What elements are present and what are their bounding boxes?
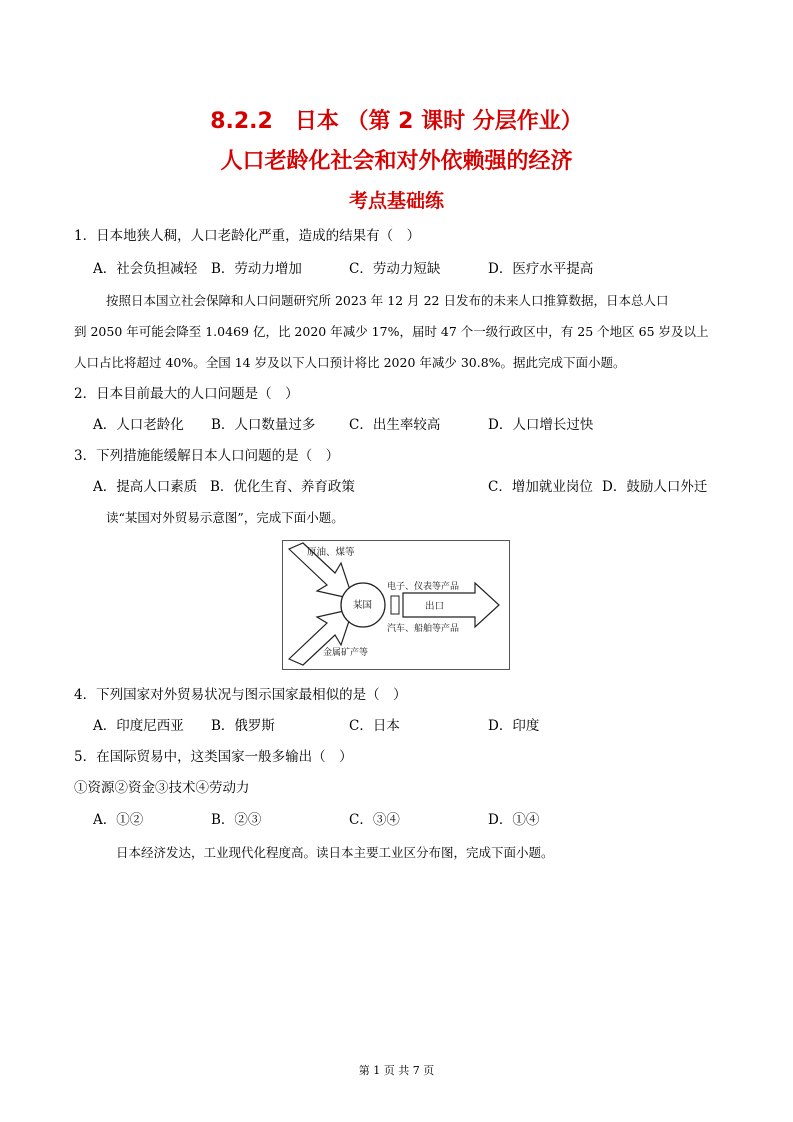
- question-5-items: ①资源②资金③技术④劳动力: [74, 780, 250, 796]
- q2-option-c: C．出生率较高: [349, 417, 441, 433]
- label-metal-ores: 金属矿产等: [323, 648, 369, 658]
- q1-option-b: B．劳动力增加: [211, 261, 302, 277]
- q4-option-b: B．俄罗斯: [211, 718, 275, 734]
- q4-option-c: C．日本: [349, 718, 400, 734]
- title-lesson: 8.2.2 日本 （第 2 课时 分层作业）: [210, 109, 583, 134]
- q3-option-d: D．鼓励人口外迁: [602, 479, 708, 495]
- passage-1-line-1: 按照日本国立社会保障和人口问题研究所 2023 年 12 月 22 日发布的未来人口推算数据，日本总人口: [106, 293, 669, 308]
- label-crude-oil: 原油、煤等: [307, 547, 355, 558]
- label-country: 某国: [353, 600, 373, 611]
- label-electronics: 电子、仪表等产品: [387, 582, 460, 592]
- q5-option-c: C．③④: [349, 812, 400, 828]
- q3-option-a: A．提高人口素质: [93, 479, 198, 495]
- q4-option-d: D．印度: [488, 718, 540, 734]
- q2-option-a: A．人口老龄化: [93, 417, 184, 433]
- q1-option-c: C．劳动力短缺: [349, 261, 441, 277]
- q1-option-a: A．社会负担减轻: [93, 261, 198, 277]
- question-4-stem: 4．下列国家对外贸易状况与图示国家最相似的是（ ）: [74, 687, 407, 703]
- q1-option-d: D．医疗水平提高: [488, 261, 594, 277]
- passage-3: 日本经济发达，工业现代化程度高。读日本主要工业区分布图，完成下面小题。: [116, 845, 554, 860]
- q4-option-a: A．印度尼西亚: [93, 718, 184, 734]
- question-2-stem: 2．日本目前最大的人口问题是（ ）: [74, 386, 299, 402]
- trade-diagram-svg: [283, 541, 509, 669]
- passage-1-line-3: 人口占比将超过 40%。全国 14 岁及以下人口预计将比 2020 年减少 30.8%。据此完成下面小题。: [74, 355, 626, 370]
- page-footer: 第 1 页 共 7 页: [358, 1064, 435, 1077]
- trade-diagram: [282, 540, 510, 670]
- q5-option-d: D．①④: [488, 812, 540, 828]
- export-block: [391, 596, 399, 614]
- q2-option-d: D．人口增长过快: [488, 417, 594, 433]
- q2-option-b: B．人口数量过多: [211, 417, 316, 433]
- q5-option-a: A．①②: [93, 812, 144, 828]
- label-export: 出口: [425, 601, 445, 612]
- passage-1-line-2: 到 2050 年可能会降至 1.0469 亿，比 2020 年减少 17%，届时 47 个一级行政区中，有 25 个地区 65 岁及以上: [74, 324, 709, 339]
- question-1-stem: 1．日本地狭人稠，人口老龄化严重，造成的结果有（ ）: [74, 228, 421, 244]
- question-5-stem: 5．在国际贸易中，这类国家一般多输出（ ）: [74, 749, 353, 765]
- title-topic: 人口老龄化社会和对外依赖强的经济: [220, 149, 573, 174]
- section-heading: 考点基础练: [348, 190, 444, 212]
- question-3-stem: 3．下列措施能缓解日本人口问题的是（ ）: [74, 448, 340, 464]
- q3-option-b: B．优化生育、养育政策: [210, 479, 355, 495]
- q3-option-c: C．增加就业岗位: [488, 479, 593, 495]
- label-cars-ships: 汽车、船舶等产品: [387, 624, 460, 634]
- q5-option-b: B．②③: [211, 812, 262, 828]
- passage-2: 读“某国对外贸易示意图”，完成下面小题。: [106, 510, 344, 525]
